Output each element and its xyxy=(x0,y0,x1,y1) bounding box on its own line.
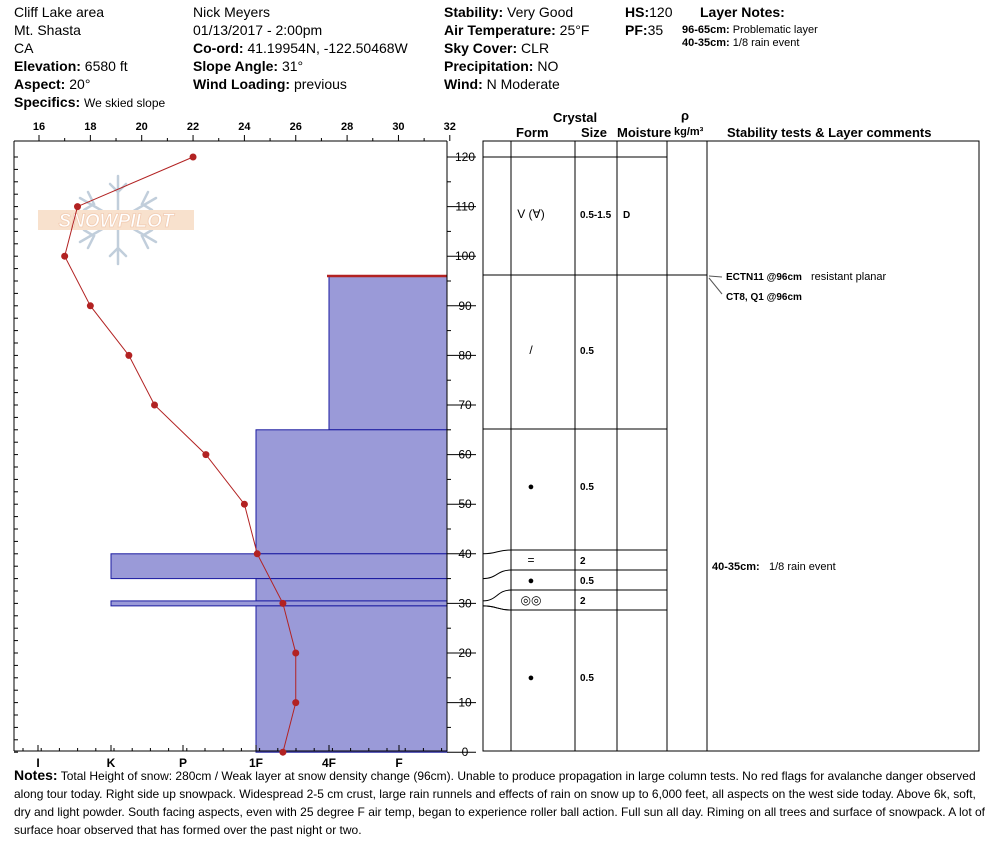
region: Mt. Shasta xyxy=(14,22,81,38)
stability-test-name: CT8, Q1 @96cm xyxy=(726,292,802,303)
crystal-form: = xyxy=(527,553,535,567)
layer-note-range: 96-65cm: xyxy=(682,24,730,36)
hardness-tick-label: K xyxy=(106,756,116,770)
crystal-header: Crystal xyxy=(553,110,598,125)
strata-connector xyxy=(483,590,511,601)
crystal-form: V (∀) xyxy=(517,207,545,221)
stability-value: Very Good xyxy=(507,4,574,20)
form-header: Form xyxy=(516,125,549,140)
hardness-tick-label: 1F xyxy=(248,756,264,770)
moisture-header: Moisture xyxy=(617,125,672,140)
temp-tick-label: 32 xyxy=(443,121,456,133)
elevation-value: 6580 ft xyxy=(84,58,128,74)
temperature-point xyxy=(190,154,197,161)
height-tick-label: 100 xyxy=(454,249,476,264)
specifics-label: Specifics: xyxy=(14,94,81,110)
location: Cliff Lake area xyxy=(14,4,105,20)
coord-label: Co-ord: xyxy=(193,40,244,56)
hardness-tick-label: 4F xyxy=(321,756,337,770)
notes xyxy=(14,766,990,839)
temperature-point xyxy=(241,501,248,508)
temp-tick-label: 22 xyxy=(186,121,200,133)
hardness-bar xyxy=(256,430,447,554)
crystal-form: ● xyxy=(527,481,535,493)
layer-comment-text: 1/8 rain event xyxy=(769,561,836,573)
hardness-bar xyxy=(111,554,447,579)
aspect-label: Aspect: xyxy=(14,76,66,92)
height-tick-label: 20 xyxy=(458,646,472,660)
stability-label: Stability: xyxy=(444,4,504,20)
height-tick-label: 30 xyxy=(458,596,472,611)
observer: Nick Meyers xyxy=(193,4,271,20)
pf-value: 35 xyxy=(647,22,664,38)
layer-note-text: Problematic layer xyxy=(732,24,818,36)
pf-label: PF: xyxy=(625,22,648,38)
temperature-point xyxy=(125,352,132,359)
crystal-form: ● xyxy=(527,575,535,587)
crystal-size: 0.5 xyxy=(580,482,594,493)
temperature-point xyxy=(202,451,209,458)
snowpilot-logo xyxy=(38,176,194,264)
strata-connector xyxy=(483,550,511,554)
crystal-form: ● xyxy=(527,672,535,684)
temperature-point xyxy=(87,302,94,309)
height-tick-label: 50 xyxy=(458,497,472,512)
stability-test-arrow xyxy=(709,276,722,277)
temperature-point xyxy=(254,550,261,557)
air-temp-value: 25°F xyxy=(559,22,590,38)
strata-connector xyxy=(483,606,511,610)
height-tick-label: 120 xyxy=(454,150,476,164)
moisture: D xyxy=(623,210,631,221)
size-header: Size xyxy=(581,125,608,140)
precip-label: Precipitation: xyxy=(444,58,534,74)
temperature-point xyxy=(151,402,158,409)
height-tick-label: 80 xyxy=(458,348,472,363)
temperature-point xyxy=(279,749,286,756)
height-tick-label: 90 xyxy=(458,298,472,313)
hardness-bar xyxy=(256,579,447,601)
crystal-size: 2 xyxy=(580,556,586,567)
temp-tick-label: 18 xyxy=(84,121,97,133)
elevation-label: Elevation: xyxy=(14,58,81,74)
precip-value: NO xyxy=(537,58,559,74)
height-tick-label: 60 xyxy=(458,447,472,462)
height-tick-label: 0 xyxy=(461,745,469,760)
strata-connector xyxy=(483,570,511,579)
temperature-point xyxy=(74,203,81,210)
strata-table-frame xyxy=(483,141,979,751)
crystal-form: / xyxy=(529,343,533,357)
aspect-value: 20° xyxy=(69,76,91,92)
wind-loading-value: previous xyxy=(293,76,347,92)
wind-label: Wind: xyxy=(444,76,483,92)
crystal-size: 0.5 xyxy=(580,673,594,684)
height-tick-label: 40 xyxy=(458,546,472,561)
comments-header: Stability tests & Layer comments xyxy=(727,125,932,140)
height-tick-label: 110 xyxy=(455,199,475,214)
height-tick-label: 10 xyxy=(458,695,472,710)
notes-text: Total Height of snow: 280cm / Weak layer at snow density change (96cm). Unable to produce propagation in large column tests. No red flags for avalanche danger observed along tour today. Right side up snowpack. Widespread 2-5 cm crust, large rain runnels and effects of rain on snow up to 6,000 feet, all aspects on the west side today. Above 6k, soft, dry and light powder. South facing aspects, even with 25 degree F air temp, began to experience roller ball action. Full sun all day. Riming on all trees and surface of snowpack. A lot of surface hoar observed that has formed over the past night or two. xyxy=(14,769,985,837)
hardness-bar xyxy=(256,606,447,752)
temp-tick-label: 30 xyxy=(392,121,405,133)
wind-value: N Moderate xyxy=(486,76,560,92)
temp-tick-label: 20 xyxy=(135,121,148,133)
crystal-size: 0.5 xyxy=(580,576,594,587)
crystal-form: ◎◎ xyxy=(520,593,542,607)
temperature-point xyxy=(292,699,299,706)
sky-label: Sky Cover: xyxy=(444,40,518,56)
layer-note-text: 1/8 rain event xyxy=(732,37,800,49)
stability-test-name: ECTN11 @96cm xyxy=(726,272,802,283)
layer-comment-range: 40-35cm: xyxy=(712,561,760,573)
layer-note-range: 40-35cm: xyxy=(682,37,730,49)
temperature-point xyxy=(292,650,299,657)
hardness-tick-label: I xyxy=(36,756,40,770)
hardness-tick-label: F xyxy=(395,756,403,770)
density-unit-header: kg/m³ xyxy=(674,126,704,138)
hs-value: 120 xyxy=(649,4,673,20)
temperature-point xyxy=(279,600,286,607)
notes-label: Notes: xyxy=(14,767,58,783)
layer-notes-label: Layer Notes: xyxy=(700,4,785,20)
rho-header: ρ xyxy=(681,108,690,123)
temp-tick-label: 26 xyxy=(289,121,302,133)
hardness-tick-label: P xyxy=(178,756,188,770)
hs-label: HS: xyxy=(625,4,650,20)
height-tick-label: 70 xyxy=(458,398,472,412)
slope-value: 31° xyxy=(281,58,304,74)
crystal-size: 2 xyxy=(580,596,586,607)
slope-label: Slope Angle: xyxy=(193,58,279,74)
wind-loading-label: Wind Loading: xyxy=(193,76,291,92)
temperature-point xyxy=(61,253,68,260)
stability-test-desc: resistant planar xyxy=(811,271,887,283)
datetime: 01/13/2017 - 2:00pm xyxy=(193,22,323,38)
logo-text: SNOWPILOT xyxy=(58,211,174,232)
state: CA xyxy=(14,40,34,56)
hardness-bar xyxy=(329,276,447,430)
crystal-size: 0.5 xyxy=(580,346,594,357)
temp-tick-label: 16 xyxy=(32,121,46,133)
air-temp-label: Air Temperature: xyxy=(444,22,556,38)
temp-tick-label: 24 xyxy=(238,121,251,133)
coord-value: 41.19954N, -122.50468W xyxy=(247,40,408,56)
sky-value: CLR xyxy=(521,40,550,56)
crystal-size: 0.5-1.5 xyxy=(580,210,612,221)
stability-test-arrow xyxy=(709,278,722,294)
hardness-bar xyxy=(111,601,447,606)
specifics-value: We skied slope xyxy=(84,96,166,110)
temp-tick-label: 28 xyxy=(340,121,354,133)
